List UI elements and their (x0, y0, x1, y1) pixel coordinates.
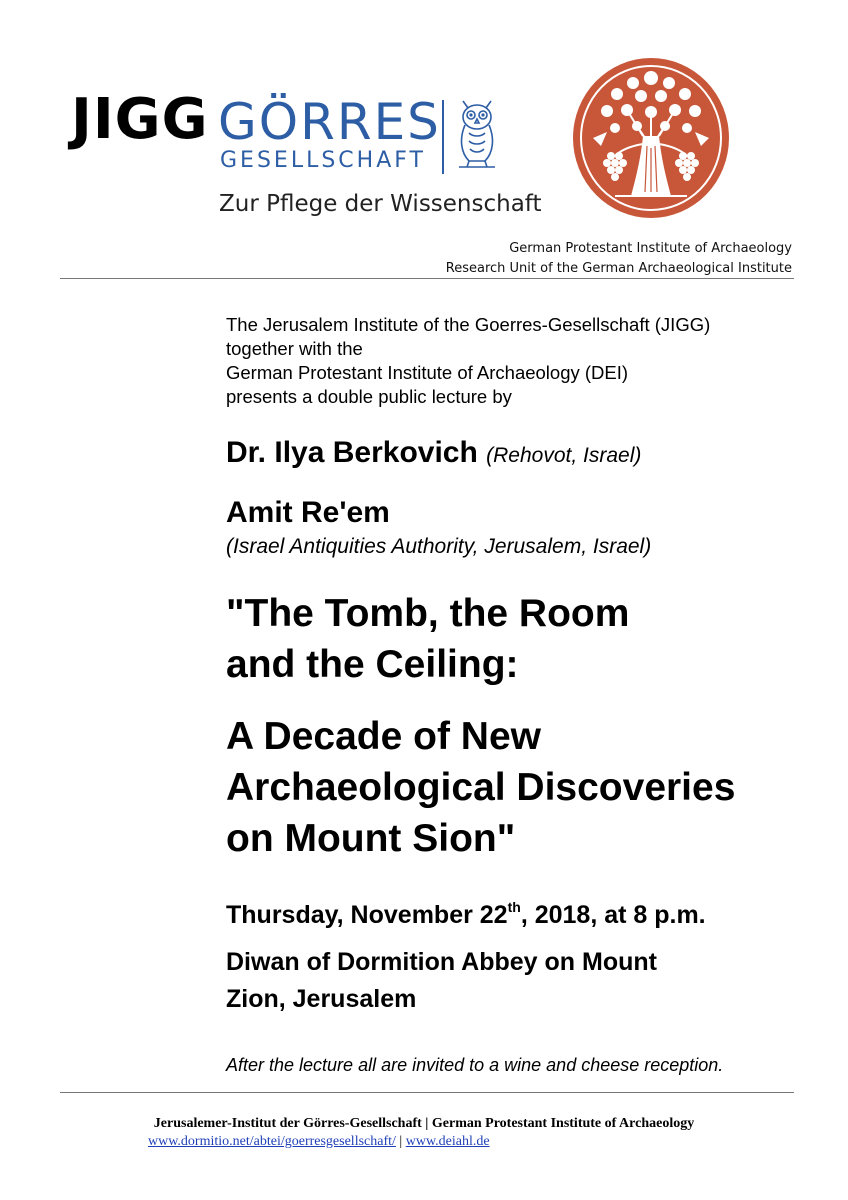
intro-line: presents a double public lecture by (226, 386, 512, 407)
event-date-ordinal: th (507, 899, 521, 915)
speaker-1-name: Dr. Ilya Berkovich (226, 436, 478, 469)
title-line: and the Ceiling: (226, 643, 519, 686)
logo-divider (442, 100, 444, 174)
institute-name-line: German Protestant Institute of Archaeology (509, 241, 792, 256)
gesellschaft-logo-text: GESELLSCHAFT (220, 148, 426, 173)
intro-line: German Protestant Institute of Archaeology (DEI) (226, 362, 629, 383)
event-venue-line-1: Diwan of Dormition Abbey on Mount (226, 948, 657, 976)
lecture-title-part-1 (226, 588, 629, 690)
header-divider (60, 278, 794, 279)
title-line: "The Tomb, the Room (226, 592, 630, 635)
intro-paragraph (226, 313, 710, 409)
tree-emblem-icon (571, 56, 731, 220)
goerres-tagline: Zur Pflege der Wissenschaft (219, 191, 542, 217)
speaker-2-affiliation: (Israel Antiquities Authority, Jerusalem, Israel) (226, 535, 652, 558)
event-date-main: Thursday, November 22 (226, 901, 508, 929)
footer-link-separator: | (399, 1134, 403, 1149)
title-line: A Decade of New (226, 715, 541, 758)
reception-note: After the lecture all are invited to a wine and cheese reception. (226, 1055, 724, 1075)
intro-line: together with the (226, 338, 363, 359)
title-line: on Mount Sion" (226, 817, 516, 860)
deiahl-link[interactable]: www.deiahl.de (405, 1134, 490, 1149)
speaker-2-name: Amit Re'em (226, 496, 390, 529)
goerres-logo-text: GÖRRES (218, 93, 441, 151)
footer-institutions: Jerusalemer-Institut der Görres-Gesellschaft | German Protestant Institute of Archaeology (153, 1116, 695, 1131)
institute-subtitle-line: Research Unit of the German Archaeological Institute (445, 261, 792, 276)
lecture-title-part-2 (226, 711, 735, 864)
event-date-time: , 2018, at 8 p.m. (520, 901, 706, 929)
owl-icon (455, 95, 499, 171)
event-venue-line-2: Zion, Jerusalem (226, 985, 417, 1013)
intro-line: The Jerusalem Institute of the Goerres-Gesellschaft (JIGG) (226, 314, 711, 335)
speaker-1-affiliation: (Rehovot, Israel) (486, 444, 642, 467)
speaker-1 (226, 438, 641, 468)
jigg-logo-text: JIGG (71, 87, 209, 152)
footer-links (148, 1134, 490, 1150)
title-line: Archaeological Discoveries (226, 766, 736, 809)
event-date (226, 899, 706, 929)
dormitio-link[interactable]: www.dormitio.net/abtei/goerresgesellschaft/ (148, 1134, 396, 1149)
footer-divider (60, 1092, 794, 1093)
